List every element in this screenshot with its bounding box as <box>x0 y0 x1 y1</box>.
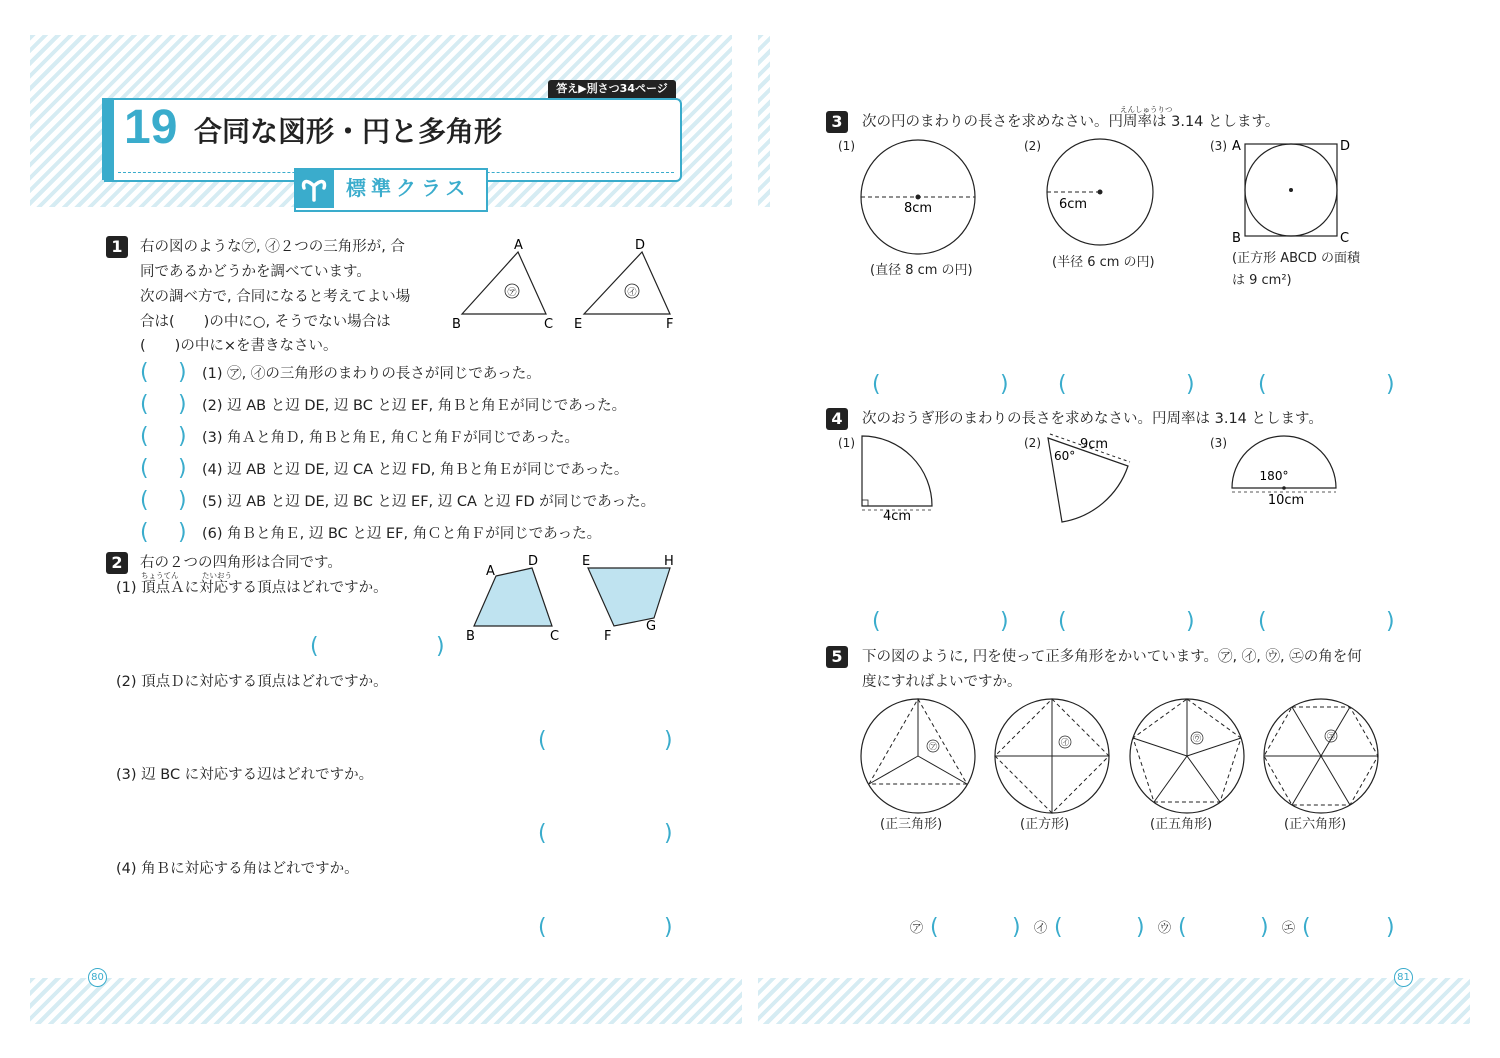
q2-ruby-2: たいおう <box>202 571 232 580</box>
q3-len-1: 8cm <box>903 201 933 216</box>
q1-answer-1-open[interactable]: ( <box>140 360 149 385</box>
q1-line-4: 合は( )の中に○, そうでない場合は <box>140 314 391 330</box>
q3-sub-3: (3) <box>1210 139 1227 153</box>
sq-B: B <box>1232 231 1241 246</box>
question-number-3: 3 <box>826 111 848 133</box>
q2-answer-3-close[interactable]: ) <box>664 821 673 846</box>
q3-sub-2: (2) <box>1024 139 1041 153</box>
q2-answer-4-open[interactable]: ( <box>538 915 547 940</box>
sq-D: D <box>1340 139 1351 154</box>
q2-answer-3-open[interactable]: ( <box>538 821 547 846</box>
q2-item-2: (2) 頂点Ｄに対応する頂点はどれですか。 <box>116 674 388 690</box>
q5-caption-4: (正六角形) <box>1284 817 1347 832</box>
question-number-1: 1 <box>106 236 128 258</box>
question-number-2: 2 <box>106 552 128 574</box>
q2-quadrilaterals-figure <box>458 552 688 647</box>
q2-ruby-1: ちょうてん <box>141 571 179 580</box>
q1-answer-6-open[interactable]: ( <box>140 520 149 545</box>
footer-band-right <box>758 978 1470 1024</box>
q4-answer-3-close[interactable]: ) <box>1386 609 1395 634</box>
unit-title: 合同な図形・円と多角形 <box>194 115 503 148</box>
q4-angle-3: 180° <box>1259 469 1289 483</box>
sprout-icon <box>294 168 334 208</box>
q4-answer-1-open[interactable]: ( <box>872 609 881 634</box>
q2-answer-2-open[interactable]: ( <box>538 728 547 753</box>
q1-item-1: (1) ㋐, ㋑の三角形のまわりの長さが同じであった。 <box>202 366 541 382</box>
sq-A: A <box>1232 139 1241 154</box>
q3-ruby: えんしゅうりつ <box>1120 105 1173 114</box>
q2-item-1: (1) 頂点Ａに対応する頂点はどれですか。 <box>116 580 388 596</box>
q5-answer-4-close[interactable]: ) <box>1386 915 1395 940</box>
question-number-5: 5 <box>826 646 848 668</box>
page-number-right: 81 <box>1394 968 1413 987</box>
q5-answer-2-close[interactable]: ) <box>1136 915 1145 940</box>
q3-answer-2-open[interactable]: ( <box>1058 372 1067 397</box>
q3-caption-1: (直径 8 cm の円) <box>870 263 973 278</box>
q1-answer-6-close[interactable]: ) <box>178 520 187 545</box>
q1-answer-3-close[interactable]: ) <box>178 424 187 449</box>
q1-item-2: (2) 辺 AB と辺 DE, 辺 BC と辺 EF, 角Ｂと角Ｅが同じであった。 <box>202 398 627 414</box>
q5-answer-mark-4: ㋓ <box>1282 921 1296 936</box>
label-D: D <box>635 238 646 253</box>
q4-answer-2-open[interactable]: ( <box>1058 609 1067 634</box>
question-number-4: 4 <box>826 408 848 430</box>
q1-answer-1-close[interactable]: ) <box>178 360 187 385</box>
q5-answer-1-open[interactable]: ( <box>930 915 939 940</box>
q5-answer-3-open[interactable]: ( <box>1178 915 1187 940</box>
label-a-mark: ㋐ <box>507 288 517 298</box>
label-A: A <box>514 238 523 253</box>
label-C: C <box>550 629 560 644</box>
q3-answer-2-close[interactable]: ) <box>1186 372 1195 397</box>
q2-answer-1-open[interactable]: ( <box>310 634 319 659</box>
q1-line-5: ( )の中に×を書きなさい。 <box>140 338 338 354</box>
q5-answer-mark-2: ㋑ <box>1034 921 1048 936</box>
q4-len-2: 9cm <box>1079 437 1109 452</box>
unit-number: 19 <box>124 101 178 154</box>
q5-mark-3: ㋒ <box>1193 734 1201 743</box>
q4-answer-3-open[interactable]: ( <box>1258 609 1267 634</box>
q4-sub-2: (2) <box>1024 436 1041 450</box>
page-number-left: 80 <box>88 968 107 987</box>
q5-line-2: 度にすればよいですか。 <box>862 674 1022 690</box>
q5-answer-mark-3: ㋒ <box>1158 921 1172 936</box>
q3-caption-3a: (正方形 ABCD の面積 <box>1232 251 1361 266</box>
q3-len-2: 6cm <box>1058 197 1088 212</box>
q4-len-3: 10cm <box>1267 493 1305 508</box>
q5-polygons-figure <box>856 694 1386 819</box>
q5-mark-2: ㋑ <box>1061 738 1069 747</box>
q5-mark-4: ㋓ <box>1327 732 1335 741</box>
q3-text: 次の円のまわりの長さを求めなさい。円周率は 3.14 とします。 <box>862 114 1280 130</box>
label-A: A <box>486 564 495 579</box>
q4-sectors-figure <box>850 430 1370 530</box>
q1-item-5: (5) 辺 AB と辺 DE, 辺 BC と辺 EF, 辺 CA と辺 FD が同じであった。 <box>202 494 656 510</box>
label-F: F <box>666 317 674 332</box>
q2-item-3: (3) 辺 BC に対応する辺はどれですか。 <box>116 767 374 783</box>
q5-caption-1: (正三角形) <box>880 817 943 832</box>
q5-answer-2-open[interactable]: ( <box>1054 915 1063 940</box>
q3-caption-3b: は 9 cm²) <box>1232 273 1292 288</box>
q5-answer-mark-1: ㋐ <box>910 921 924 936</box>
q3-answer-3-open[interactable]: ( <box>1258 372 1267 397</box>
label-E: E <box>574 317 583 332</box>
q4-angle-2: 60° <box>1054 449 1076 463</box>
label-E: E <box>582 554 591 569</box>
q2-item-4: (4) 角Ｂに対応する角はどれですか。 <box>116 861 359 877</box>
label-F: F <box>604 629 612 644</box>
q4-len-1: 4cm <box>882 509 912 524</box>
q5-caption-3: (正五角形) <box>1150 817 1213 832</box>
q5-mark-1: ㋐ <box>929 742 937 751</box>
q1-answer-4-close[interactable]: ) <box>178 456 187 481</box>
q1-triangles-figure <box>448 236 688 336</box>
q4-answer-2-close[interactable]: ) <box>1186 609 1195 634</box>
q1-item-3: (3) 角Ａと角Ｄ, 角Ｂと角Ｅ, 角Ｃと角Ｆが同じであった。 <box>202 430 579 446</box>
right-header-band <box>758 35 770 207</box>
q3-circles-figure <box>850 132 1370 257</box>
label-G: G <box>646 619 657 634</box>
q1-item-4: (4) 辺 AB と辺 DE, 辺 CA と辺 FD, 角Ｂと角Ｅが同じであった。 <box>202 462 629 478</box>
q1-item-6: (6) 角Ｂと角Ｅ, 辺 BC と辺 EF, 角Ｃと角Ｆが同じであった。 <box>202 526 602 542</box>
q2-answer-1-close[interactable]: ) <box>436 634 445 659</box>
label-B: B <box>466 629 475 644</box>
q2-intro: 右の２つの四角形は合同です。 <box>140 555 342 571</box>
label-C: C <box>544 317 554 332</box>
q3-caption-2: (半径 6 cm の円) <box>1052 255 1155 270</box>
label-D: D <box>528 554 539 569</box>
q1-line-2: 同であるかどうかを調べています。 <box>140 264 371 280</box>
q4-sub-1: (1) <box>838 436 855 450</box>
sq-C: C <box>1340 231 1350 246</box>
footer-band-left <box>30 978 742 1024</box>
q4-sub-3: (3) <box>1210 436 1227 450</box>
q2-answer-4-close[interactable]: ) <box>664 915 673 940</box>
q3-answer-3-close[interactable]: ) <box>1386 372 1395 397</box>
q1-answer-2-open[interactable]: ( <box>140 392 149 417</box>
q3-answer-1-open[interactable]: ( <box>872 372 881 397</box>
q3-answer-1-close[interactable]: ) <box>1000 372 1009 397</box>
label-B: B <box>452 317 461 332</box>
q1-line-3: 次の調べ方で, 合同になると考えてよい場 <box>140 289 411 305</box>
q1-answer-5-close[interactable]: ) <box>178 488 187 513</box>
q1-answer-4-open[interactable]: ( <box>140 456 149 481</box>
q4-answer-1-close[interactable]: ) <box>1000 609 1009 634</box>
title-left-bar <box>102 98 114 180</box>
q5-answer-1-close[interactable]: ) <box>1012 915 1021 940</box>
q5-answer-3-close[interactable]: ) <box>1260 915 1269 940</box>
label-H: H <box>664 554 674 569</box>
q5-line-1: 下の図のように, 円を使って正多角形をかいています。㋐, ㋑, ㋒, ㋓の角を何 <box>862 649 1362 665</box>
q1-answer-2-close[interactable]: ) <box>178 392 187 417</box>
q2-answer-2-close[interactable]: ) <box>664 728 673 753</box>
class-label: 標準クラス <box>346 176 471 200</box>
q5-caption-2: (正方形) <box>1020 817 1070 832</box>
q3-sub-1: (1) <box>838 139 855 153</box>
q5-answer-4-open[interactable]: ( <box>1302 915 1311 940</box>
q1-line-1: 右の図のような㋐, ㋑２つの三角形が, 合 <box>140 239 405 255</box>
q4-text: 次のおうぎ形のまわりの長さを求めなさい。円周率は 3.14 とします。 <box>862 411 1323 427</box>
q1-answer-3-open[interactable]: ( <box>140 424 149 449</box>
answer-tag: 答え▶別さつ34ページ <box>548 80 676 98</box>
q1-answer-5-open[interactable]: ( <box>140 488 149 513</box>
label-i-mark: ㋑ <box>627 288 637 298</box>
